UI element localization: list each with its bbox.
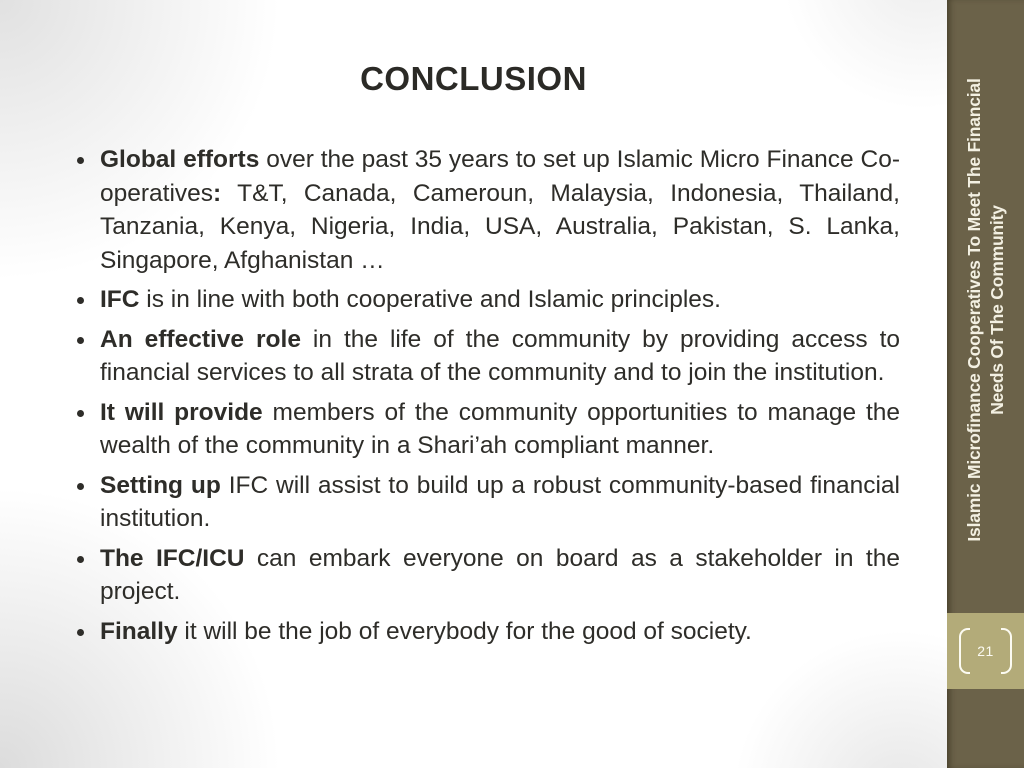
bullet-segment: It will provide [100,398,263,426]
bullet-segment: is in line with both cooperative and Islamic principles. [139,286,721,313]
slide-body [100,143,900,654]
sidebar-title-line1: Islamic Microfinance Cooperatives To Meet The Financial [963,78,984,542]
bullet-segment: IFC will assist to build up a robust community-based financial institution. [100,471,900,532]
bullet-segment: : [213,179,222,207]
sidebar-title-line2: Needs Of The Community [986,205,1007,415]
bullet-segment: in the life of the community by providing access to financial services to all strata of the community and to join the institution. [100,325,901,386]
bullet-item [100,143,900,277]
bullet-segment: IFC [100,286,140,313]
bullet-item [100,542,900,609]
bullet-item [100,469,900,536]
bullet-segment: Finally [100,617,178,645]
sidebar [947,0,1024,768]
bullet-list [100,143,900,648]
bullet-segment: over the past 35 years to set up Islamic Micro Finance Co-operatives [100,146,900,207]
bullet-segment: An effective role [100,325,301,353]
page-number: 21 [977,643,994,659]
page-number-badge [947,613,1024,689]
bullet-item [100,396,900,463]
bullet-item [100,323,900,390]
slide-title: CONCLUSION [360,60,587,97]
right-bracket-icon [1001,628,1012,674]
sidebar-vertical-title [963,20,1009,600]
bullet-segment: Global efforts [100,146,260,173]
bullet-segment: it will be the job of everybody for the good of society. [177,617,752,645]
bullet-segment: can embark everyone on board as a stakeholder in the project. [100,544,900,605]
bullet-segment: The IFC/ICU [100,544,245,572]
bullet-segment: T&T, Canada, Cameroun, Malaysia, Indonesia, Thailand, Tanzania, Kenya, Nigeria, India, USA, Australia, Pakistan, S. Lanka, Singapore, Afghanistan … [100,179,900,274]
bullet-item [100,615,900,649]
bullet-segment: members of the community opportunities to manage the wealth of the community in a Shari’ah compliant manner. [100,398,901,459]
bullet-item [100,283,900,317]
left-bracket-icon [959,628,970,674]
bullet-segment: Setting up [100,471,221,499]
